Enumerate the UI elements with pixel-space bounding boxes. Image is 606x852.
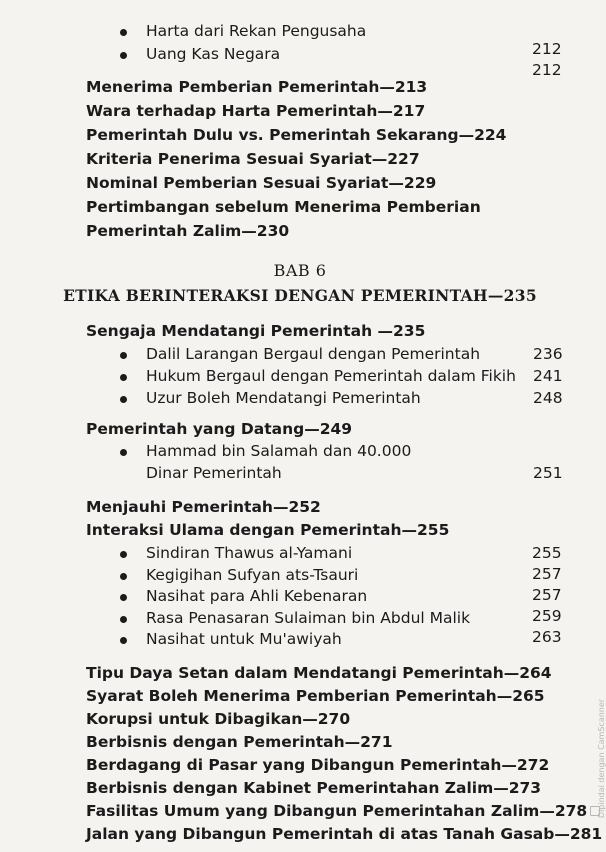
bullet-icon bbox=[120, 573, 127, 580]
bullet-icon bbox=[120, 551, 127, 558]
entry-text: Uang Kas Negara bbox=[146, 45, 281, 63]
entry-text: Harta dari Rekan Pengusaha bbox=[146, 22, 367, 40]
entry-text: Hukum Bergaul dengan Pemerintah dalam Fikih bbox=[146, 367, 516, 385]
section-heading: Sengaja Mendatangi Pemerintah —235 bbox=[86, 322, 426, 340]
toc-entry: Berbisnis dengan Pemerintah—271 bbox=[86, 733, 393, 751]
toc-entry: Syarat Boleh Menerima Pemberian Pemerintah—265 bbox=[86, 687, 545, 705]
entry-text-continued: Dinar Pemerintah bbox=[146, 464, 282, 482]
page-number: 255 bbox=[532, 544, 562, 562]
entry-text: Rasa Penasaran Sulaiman bin Abdul Malik bbox=[146, 609, 471, 627]
bullet-icon bbox=[120, 396, 127, 403]
scanner-watermark bbox=[588, 698, 606, 820]
page-number: 212 bbox=[532, 40, 562, 58]
bullet-icon bbox=[120, 352, 127, 359]
toc-entry: Berbisnis dengan Kabinet Pemerintahan Zalim—273 bbox=[86, 779, 542, 797]
camscanner-icon bbox=[590, 806, 600, 816]
bullet-icon bbox=[120, 374, 127, 381]
page-number: 257 bbox=[532, 586, 562, 604]
page-number: 251 bbox=[533, 464, 563, 482]
entry-text: Dalil Larangan Bergaul dengan Pemerintah bbox=[146, 345, 481, 363]
page-number: 263 bbox=[532, 628, 562, 646]
bullet-icon bbox=[120, 616, 127, 623]
toc-entry: Fasilitas Umum yang Dibangun Pemerintahan Zalim—278 bbox=[86, 802, 588, 820]
toc-entry: Menerima Pemberian Pemerintah—213 bbox=[86, 78, 428, 96]
watermark-text: Dipindai dengan CamScanner bbox=[597, 698, 606, 819]
toc-entry: Tipu Daya Setan dalam Mendatangi Pemerintah—264 bbox=[86, 664, 552, 682]
toc-entry: Berdagang di Pasar yang Dibangun Pemerintah—272 bbox=[86, 756, 550, 774]
entry-text: Kegigihan Sufyan ats-Tsauri bbox=[146, 566, 359, 584]
entry-text: Hammad bin Salamah dan 40.000 bbox=[146, 442, 412, 460]
toc-entry: Korupsi untuk Dibagikan—270 bbox=[86, 710, 351, 728]
section-heading: Interaksi Ulama dengan Pemerintah—255 bbox=[86, 521, 450, 539]
section-heading: Menjauhi Pemerintah—252 bbox=[86, 498, 321, 516]
entry-text: Nasihat para Ahli Kebenaran bbox=[146, 587, 368, 605]
entry-text: Sindiran Thawus al-Yamani bbox=[146, 544, 353, 562]
page-number: 248 bbox=[533, 389, 563, 407]
page-number: 259 bbox=[532, 607, 562, 625]
bullet-icon bbox=[120, 449, 127, 456]
toc-entry: Jalan yang Dibangun Pemerintah di atas Tanah Gasab—281 bbox=[86, 825, 603, 843]
toc-entry: Pemerintah Zalim—230 bbox=[86, 222, 290, 240]
bullet-icon bbox=[120, 594, 127, 601]
toc-entry: Kriteria Penerima Sesuai Syariat—227 bbox=[86, 150, 420, 168]
section-heading: Pemerintah yang Datang—249 bbox=[86, 420, 353, 438]
bullet-icon bbox=[120, 29, 127, 36]
toc-entry: Pemerintah Dulu vs. Pemerintah Sekarang—224 bbox=[86, 126, 507, 144]
page-number: 257 bbox=[532, 565, 562, 583]
chapter-title: ETIKA BERINTERAKSI DENGAN PEMERINTAH—235 bbox=[63, 286, 537, 305]
toc-entry: Pertimbangan sebelum Menerima Pemberian bbox=[86, 198, 481, 216]
bullet-icon bbox=[120, 637, 127, 644]
page-number: 241 bbox=[533, 367, 563, 385]
page-number: 236 bbox=[533, 345, 563, 363]
entry-text: Nasihat untuk Mu'awiyah bbox=[146, 630, 342, 648]
page-number: 212 bbox=[532, 61, 562, 79]
entry-text: Uzur Boleh Mendatangi Pemerintah bbox=[146, 389, 421, 407]
toc-entry: Wara terhadap Harta Pemerintah—217 bbox=[86, 102, 426, 120]
chapter-number: BAB 6 bbox=[273, 261, 327, 280]
bullet-icon bbox=[120, 52, 127, 59]
toc-entry: Nominal Pemberian Sesuai Syariat—229 bbox=[86, 174, 437, 192]
